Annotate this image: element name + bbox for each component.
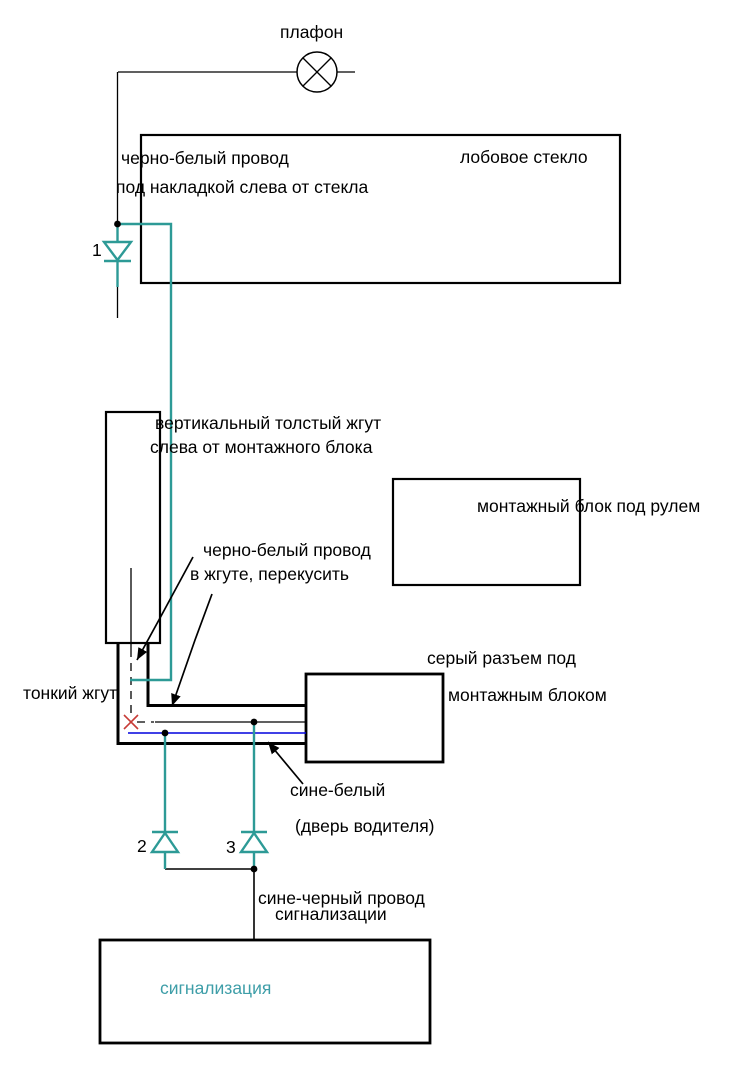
windshield-label: лобовое стекло [460,147,588,167]
cut-note-label-2: в жгуте, перекусить [190,564,350,584]
cut-mark-icon [124,715,138,729]
harness-band-outer [118,643,306,744]
cut-note-arrow-1 [137,557,193,660]
junction-dot-alarm-wire [251,866,258,873]
diode-3-label: 3 [226,837,236,857]
vertical-harness-label-1: вертикальный толстый жгут [155,413,382,433]
gray-connector-label-2: монтажным блоком [448,685,607,705]
blue-white-label-1: сине-белый [290,780,386,800]
gray-connector-label-1: серый разъем под [427,648,576,668]
thin-harness-label: тонкий жгут [23,683,118,703]
blue-white-arrow [268,742,303,784]
cut-note-arrow-2 [172,594,212,706]
alarm-unit-label: сигнализация [160,978,272,998]
junction-dot-blue-wire [162,730,169,737]
blue-white-label-2: (дверь водителя) [295,816,435,836]
diode-2-icon [152,832,178,852]
mount-block-label: монтажный блок под рулем [477,496,701,516]
mount-block-box [393,479,580,585]
junction-dot-lamp-tap [114,221,121,228]
windshield-wire-label: черно-белый провод [121,148,289,168]
diode-1-label: 1 [92,240,102,260]
cut-note-label-1: черно-белый провод [203,540,371,560]
alarm-wire-label-1: сине-черный провод [258,888,425,908]
junction-dot-bw-wire [251,719,258,726]
alarm-wire-label-2: сигнализации [275,904,387,924]
windshield-note: под накладкой слева от стекла [116,177,369,197]
vertical-harness-label-2: слева от монтажного блока [150,437,373,457]
diode-2-label: 2 [137,836,147,856]
lamp-label: плафон [280,22,344,42]
diode-1-icon [104,242,131,261]
lamp-icon [297,52,337,92]
gray-connector-box [306,674,443,762]
diode-3-icon [241,832,267,852]
